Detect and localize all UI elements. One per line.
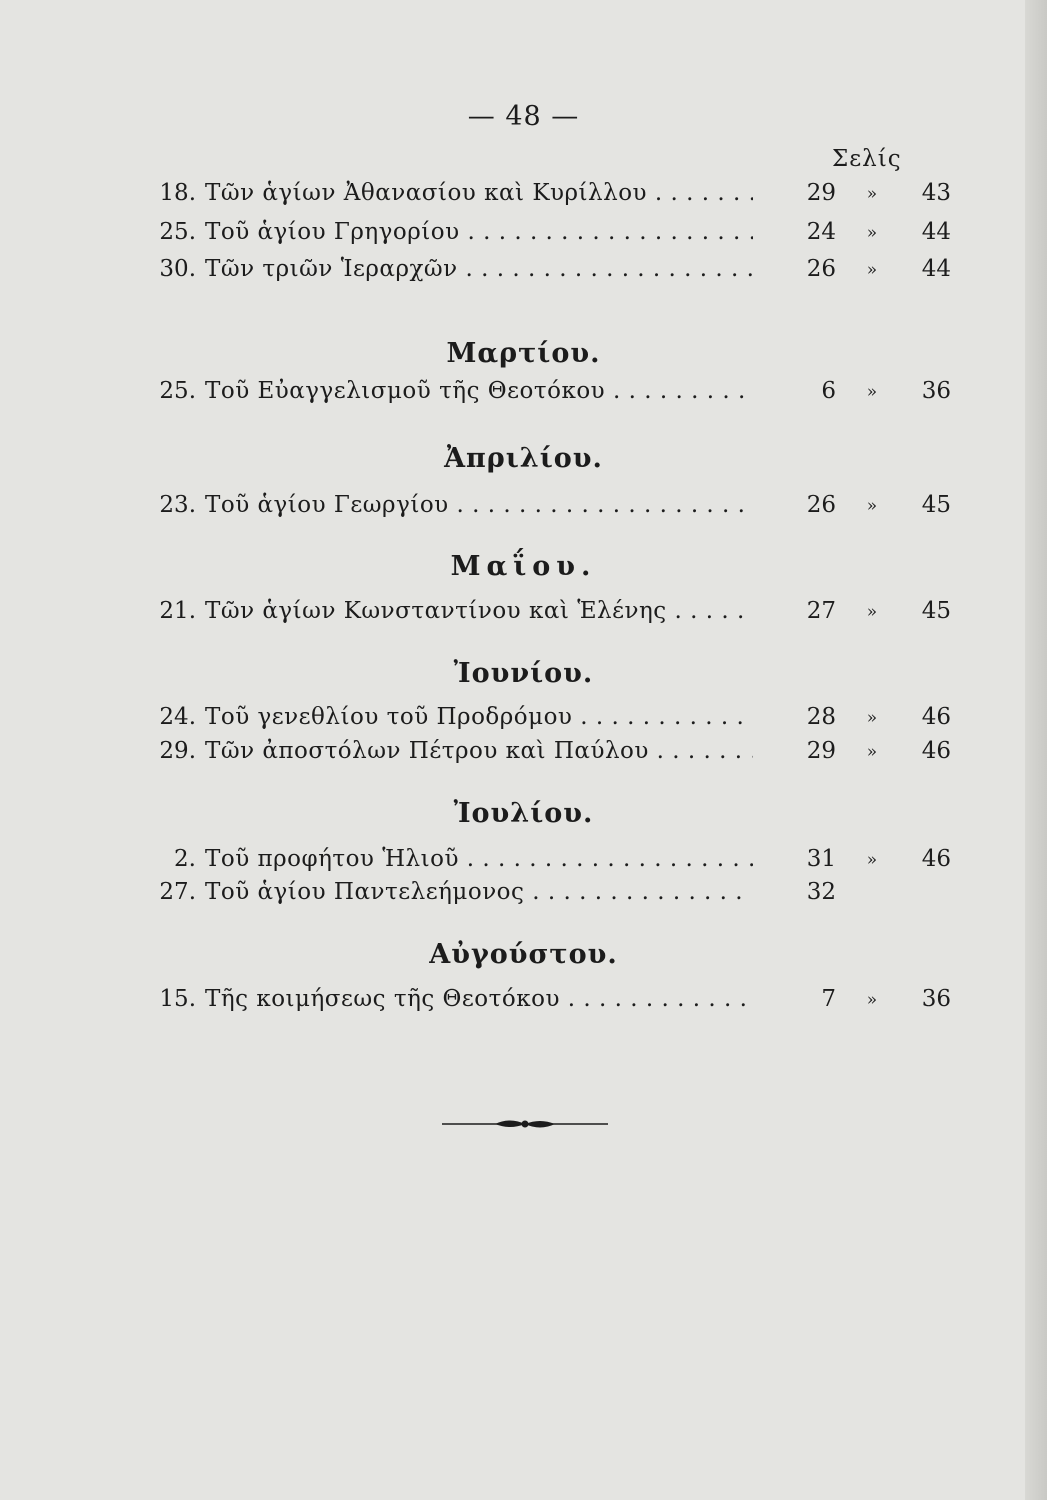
entry-page: 27 — [806, 598, 836, 624]
entry-page-second: 46 — [921, 846, 951, 872]
index-entry — [0, 846, 1047, 880]
index-entry — [0, 180, 1047, 214]
entry-title: Τῶν τριῶν Ἱεραρχῶν . . . — [205, 256, 753, 282]
entry-page-second: 45 — [921, 492, 951, 518]
entry-page: 26 — [806, 256, 836, 282]
entry-page-second: 46 — [921, 738, 951, 764]
entry-separator: » — [866, 708, 878, 728]
index-entry — [0, 598, 1047, 632]
entry-number: 23. — [159, 492, 196, 518]
entry-title: Τῆς κοιμήσεως τῆς Θεοτόκου . . . — [205, 986, 753, 1012]
entry-page: 29 — [806, 738, 836, 764]
entry-number: 21. — [159, 598, 196, 624]
entry-number: 24. — [159, 704, 196, 730]
index-entry — [0, 986, 1047, 1020]
entry-title: Τοῦ προφήτου Ἡλιοῦ . . . — [205, 846, 753, 872]
entry-number: 25. — [159, 219, 196, 245]
entry-number: 27. — [159, 879, 196, 905]
entry-page: 28 — [806, 704, 836, 730]
entry-separator: » — [866, 184, 878, 204]
index-entry — [0, 492, 1047, 526]
entry-separator: » — [866, 742, 878, 762]
entry-separator: » — [866, 850, 878, 870]
entry-page: 32 — [806, 879, 836, 905]
entry-number: 2. — [174, 846, 196, 872]
entry-number: 18. — [159, 180, 196, 206]
entry-page: 6 — [821, 378, 836, 404]
entry-separator: » — [866, 260, 878, 280]
entry-separator: » — [866, 382, 878, 402]
entry-page: 24 — [806, 219, 836, 245]
entry-page: 26 — [806, 492, 836, 518]
index-entry — [0, 704, 1047, 738]
entry-separator: » — [866, 223, 878, 243]
entry-page-second: 36 — [921, 378, 951, 404]
entry-page-second: 44 — [921, 219, 951, 245]
month-heading: Ἀπριλίου. — [444, 443, 603, 474]
entry-number: 30. — [159, 256, 196, 282]
entry-title: Τοῦ ἁγίου Γεωργίου . . . — [205, 492, 753, 518]
ornament-divider — [440, 1112, 610, 1136]
entry-title: Τοῦ Εὐαγγελισμοῦ τῆς Θεοτόκου . . . — [205, 378, 753, 404]
entry-title: Τῶν ἁγίων Κωνσταντίνου καὶ Ἑλένης . . . — [205, 598, 753, 624]
entry-number: 25. — [159, 378, 196, 404]
month-heading: Αὐγούστου. — [429, 939, 618, 970]
month-heading: Ἰουλίου. — [453, 798, 594, 829]
index-entry — [0, 879, 1047, 913]
index-entry — [0, 738, 1047, 772]
entry-page: 7 — [821, 986, 836, 1012]
entry-separator: » — [866, 990, 878, 1010]
index-entry — [0, 256, 1047, 290]
entry-title: Τοῦ ἁγίου Γρηγορίου . . . — [205, 219, 753, 245]
entry-number: 15. — [159, 986, 196, 1012]
month-heading: Μαΐου. — [450, 551, 597, 582]
entry-page-second: 36 — [921, 986, 951, 1012]
month-heading: Ἰουνίου. — [453, 658, 594, 689]
index-entry — [0, 219, 1047, 253]
entry-page-second: 46 — [921, 704, 951, 730]
entry-page-second: 43 — [921, 180, 951, 206]
entry-page-second: 44 — [921, 256, 951, 282]
entry-title: Τοῦ ἁγίου Παντελεήμονος . . . — [205, 879, 753, 905]
entry-page: 29 — [806, 180, 836, 206]
page-number: — 48 — — [467, 101, 580, 132]
column-header: Σελίς — [832, 146, 902, 172]
index-entry — [0, 378, 1047, 412]
entry-separator: » — [866, 602, 878, 622]
entry-title: Τῶν ἁγίων Ἀθανασίου καὶ Κυρίλλου . . . — [205, 180, 753, 206]
entry-title: Τῶν ἀποστόλων Πέτρου καὶ Παύλου . . . — [205, 738, 753, 764]
entry-page: 31 — [806, 846, 836, 872]
entry-number: 29. — [159, 738, 196, 764]
entry-title: Τοῦ γενεθλίου τοῦ Προδρόμου . . . — [205, 704, 753, 730]
entry-separator: » — [866, 496, 878, 516]
entry-page-second: 45 — [921, 598, 951, 624]
month-heading: Μαρτίου. — [446, 338, 601, 369]
